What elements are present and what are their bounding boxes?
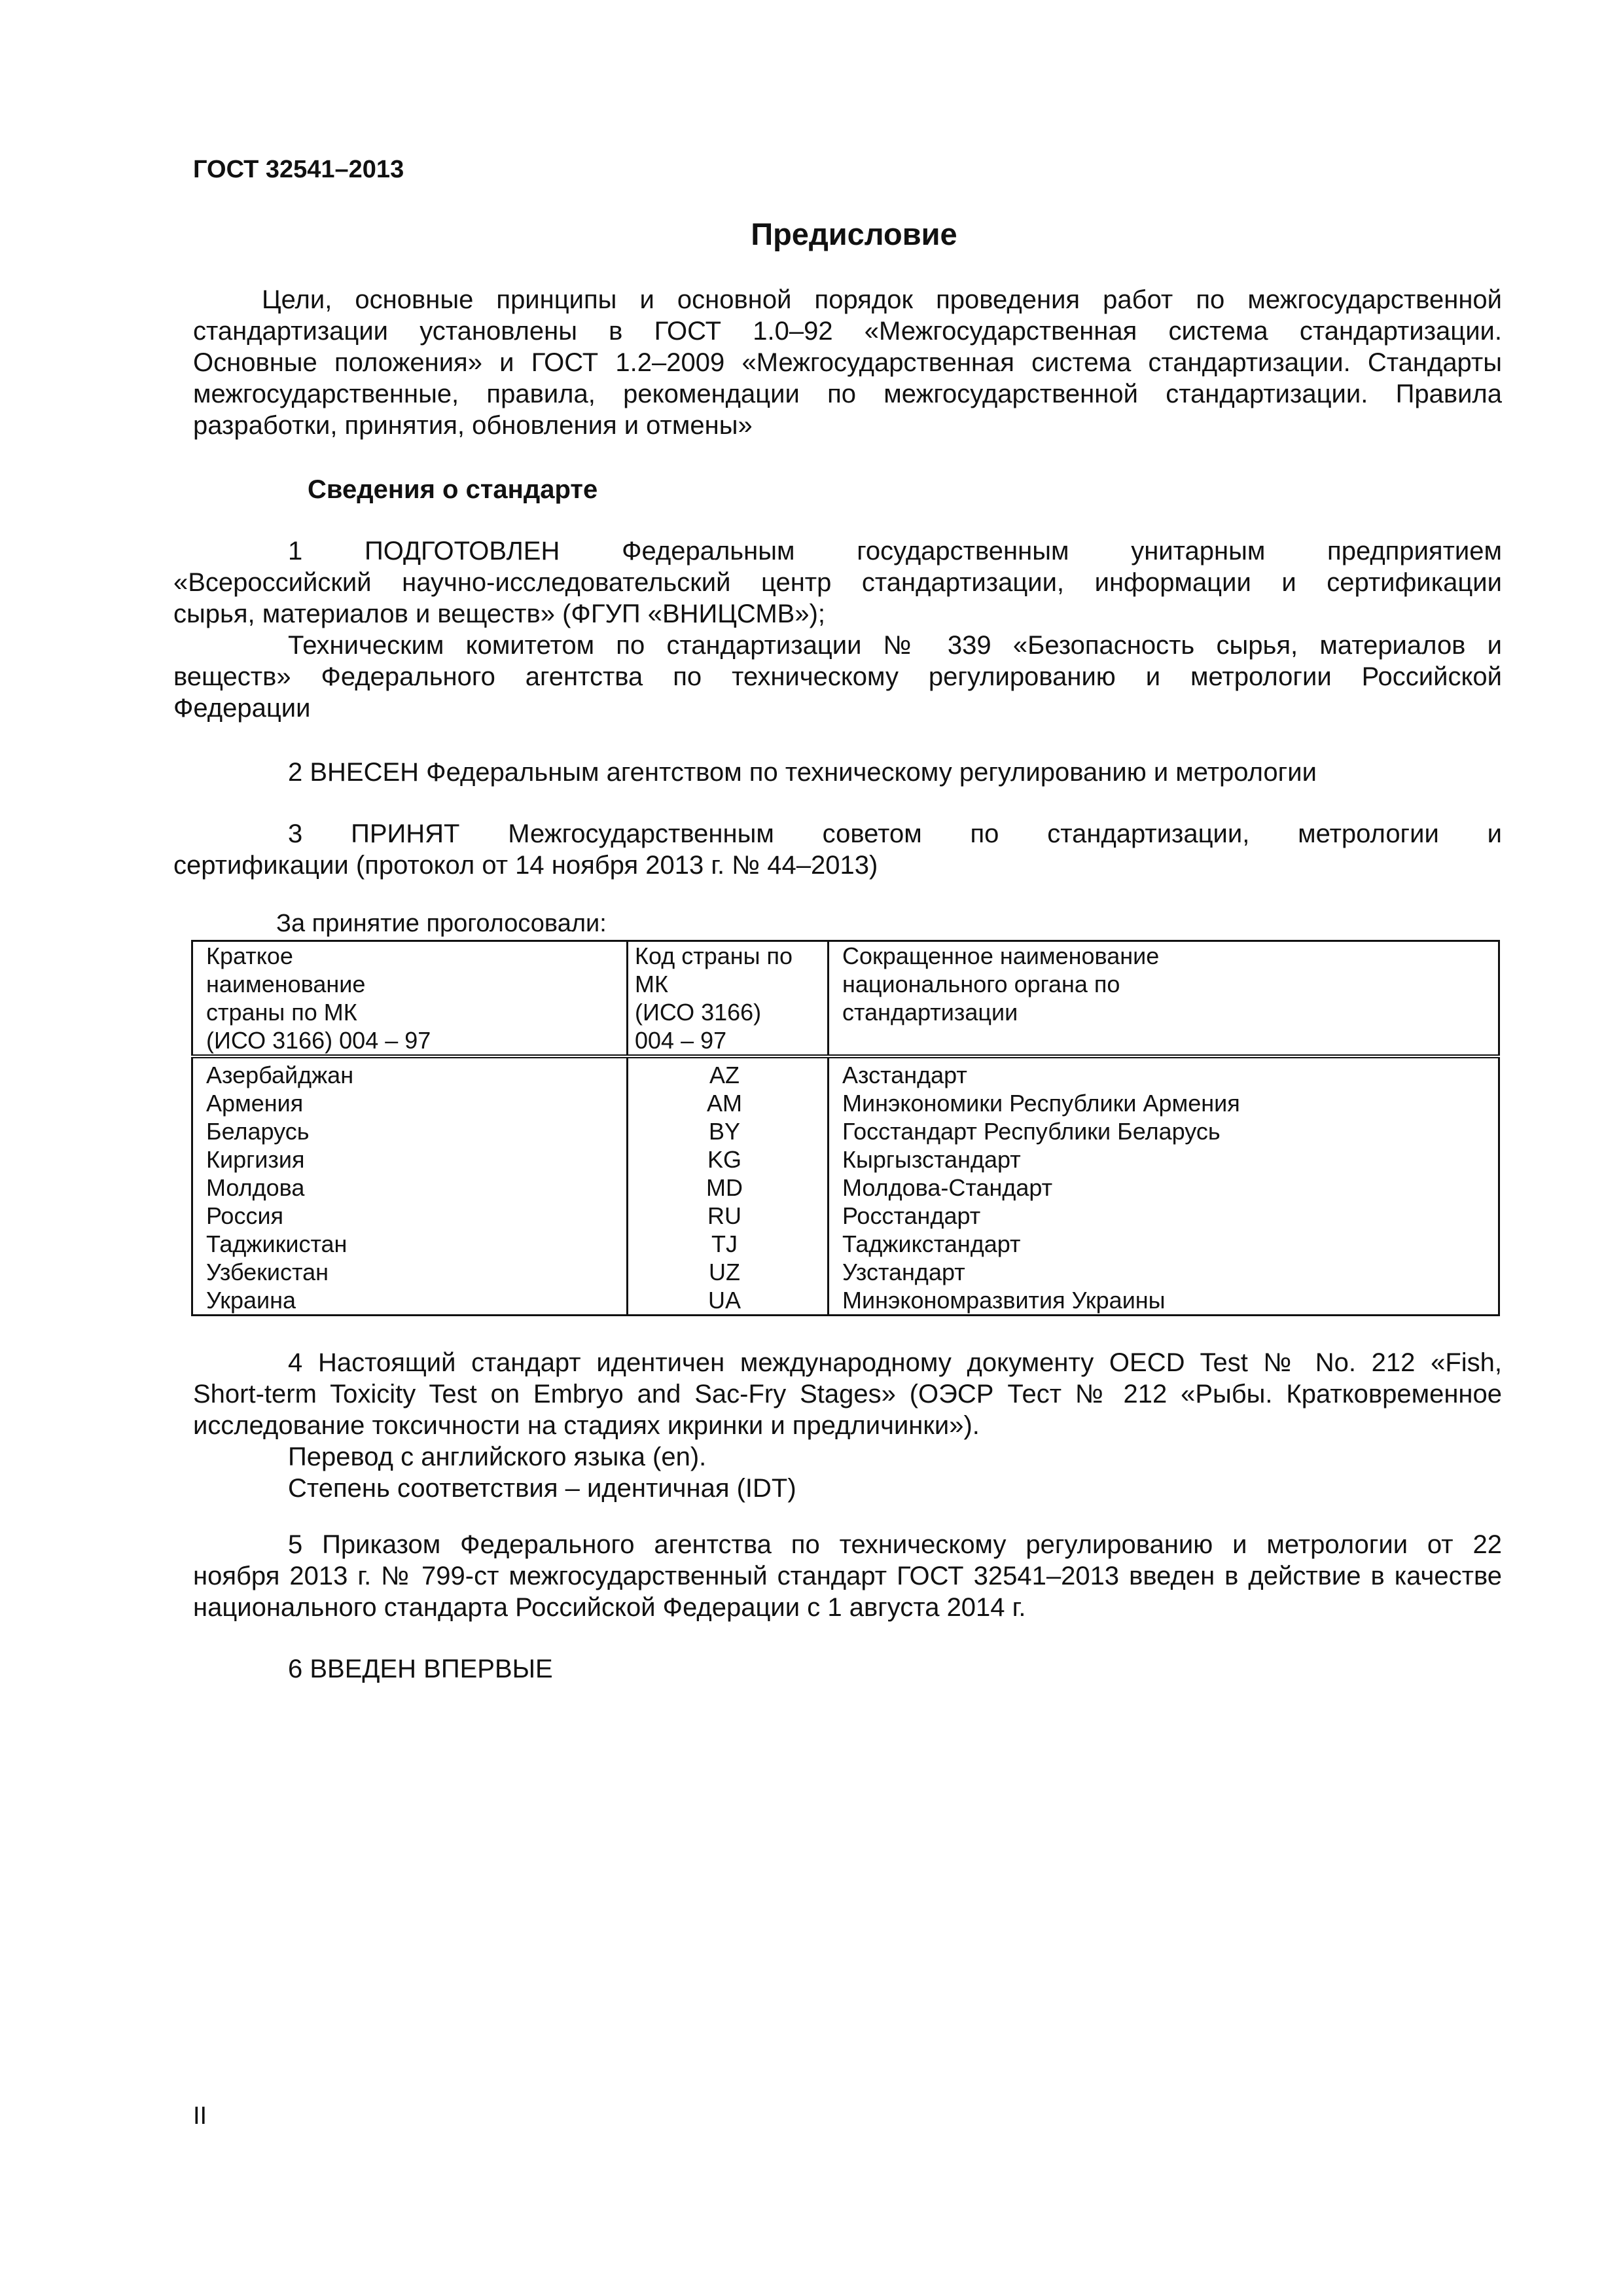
header-line: Сокращенное наименование: [842, 942, 1160, 969]
item-6-line: 6 ВВЕДЕН ВПЕРВЫЕ: [288, 1655, 553, 1683]
table-row: [192, 1202, 1499, 1230]
country-code-cell: AM: [628, 1089, 829, 1117]
header-line: Краткое: [206, 942, 293, 969]
country-name-cell: Украина: [192, 1286, 628, 1316]
item-1-line: Техническим комитетом по стандартизации № 339 «Безопасность сырья, материалов и: [288, 631, 1502, 660]
header-line: страны по МК: [206, 999, 357, 1026]
voting-table: [191, 940, 1500, 1316]
national-body-cell: Росстандарт: [829, 1202, 1499, 1230]
national-body-cell: Азстандарт: [829, 1056, 1499, 1089]
item-4-line: исследование токсичности на стадиях икринки и предличинки»).: [193, 1411, 980, 1440]
country-name-cell: Азербайджан: [192, 1056, 628, 1089]
table-row: [192, 1258, 1499, 1286]
header-line: национального органа по: [842, 971, 1120, 997]
country-code-cell: TJ: [628, 1230, 829, 1258]
country-name-cell: Таджикистан: [192, 1230, 628, 1258]
table-row: [192, 1174, 1499, 1202]
national-body-cell: Узстандарт: [829, 1258, 1499, 1286]
header-line: Код страны по: [635, 942, 793, 969]
item-5-line: ноября 2013 г. № 799-ст межгосударственный стандарт ГОСТ 32541–2013 введен в действие в качестве: [193, 1562, 1502, 1590]
country-name-cell: Молдова: [192, 1174, 628, 1202]
national-body-cell: Минэкономразвития Украины: [829, 1286, 1499, 1316]
country-name-cell: Россия: [192, 1202, 628, 1230]
item-5-line: 5 Приказом Федерального агентства по техническому регулированию и метрологии от 22: [288, 1530, 1502, 1559]
header-line: наименование: [206, 971, 366, 997]
intro-line: Основные положения» и ГОСТ 1.2–2009 «Межгосударственная система стандартизации. Стандарты: [193, 348, 1502, 377]
table-row: [192, 1117, 1499, 1145]
header-line: 004 – 97: [635, 1027, 727, 1054]
table-header-row: [192, 941, 1499, 1057]
table-row: [192, 1056, 1499, 1089]
country-code-cell: RU: [628, 1202, 829, 1230]
header-line: (ИСО 3166): [635, 999, 762, 1026]
item-6-paragraph: [288, 1653, 1505, 1685]
item-4-line: Степень соответствия – идентичная (IDT): [288, 1474, 796, 1503]
page-title: [0, 216, 1623, 252]
item-4-line: Перевод с английского языка (en).: [288, 1443, 707, 1471]
item-3-paragraph: [173, 818, 1502, 881]
national-body-cell: Кыргызстандарт: [829, 1145, 1499, 1174]
header-line: стандартизации: [842, 999, 1018, 1026]
section-subheading: Сведения о стандарте: [308, 475, 598, 504]
country-code-cell: UZ: [628, 1258, 829, 1286]
item-1-line: сырья, материалов и веществ» (ФГУП «ВНИЦСМВ»);: [173, 600, 826, 628]
title-text: Предисловие: [751, 217, 957, 251]
country-code-cell: BY: [628, 1117, 829, 1145]
header-country-code: [628, 941, 829, 1057]
table-row: [192, 1230, 1499, 1258]
item-3-line: 3 ПРИНЯТ Межгосударственным советом по стандартизации, метрологии и: [288, 819, 1502, 848]
item-2-paragraph: [288, 757, 1505, 788]
country-name-cell: Киргизия: [192, 1145, 628, 1174]
item-5-paragraph: [193, 1529, 1502, 1623]
item-1-paragraph: [173, 535, 1502, 724]
country-code-cell: KG: [628, 1145, 829, 1174]
item-1-line: 1 ПОДГОТОВЛЕН Федеральным государственным унитарным предприятием: [288, 537, 1502, 565]
intro-line: стандартизации установлены в ГОСТ 1.0–92 «Межгосударственная система стандартизации.: [193, 317, 1502, 346]
country-code-cell: UA: [628, 1286, 829, 1316]
country-name-cell: Узбекистан: [192, 1258, 628, 1286]
item-4-line: 4 Настоящий стандарт идентичен международному документу OECD Test № No. 212 «Fish,: [288, 1348, 1502, 1377]
intro-line: разработки, принятия, обновления и отмены»: [193, 411, 753, 440]
item-3-line: сертификации (протокол от 14 ноября 2013 г. № 44–2013): [173, 851, 878, 880]
national-body-cell: Госстандарт Республики Беларусь: [829, 1117, 1499, 1145]
header-national-body: [829, 941, 1499, 1057]
table-row: [192, 1089, 1499, 1117]
national-body-cell: Таджикстандарт: [829, 1230, 1499, 1258]
intro-line: Цели, основные принципы и основной порядок проведения работ по межгосударственной: [262, 285, 1502, 314]
intro-line: межгосударственные, правила, рекомендации по межгосударственной стандартизации. Правила: [193, 380, 1502, 408]
country-name-cell: Армения: [192, 1089, 628, 1117]
item-4-paragraph: [193, 1347, 1502, 1504]
item-1-line: Федерации: [173, 694, 311, 723]
document-header: ГОСТ 32541–2013: [193, 156, 404, 183]
header-country-name: [192, 941, 628, 1057]
item-5-line: национального стандарта Российской Федерации с 1 августа 2014 г.: [193, 1593, 1026, 1622]
table-row: [192, 1145, 1499, 1174]
header-line: (ИСО 3166) 004 – 97: [206, 1027, 431, 1054]
item-1-line: веществ» Федерального агентства по техническому регулированию и метрологии Российской: [173, 662, 1502, 691]
national-body-cell: Молдова-Стандарт: [829, 1174, 1499, 1202]
item-4-line: Short-term Toxicity Test on Embryo and Sac-Fry Stages» (ОЭСР Тест № 212 «Рыбы. Кратковременное: [193, 1380, 1502, 1408]
item-1-line: «Всероссийский научно-исследовательский центр стандартизации, информации и сертификации: [173, 568, 1502, 597]
country-code-cell: MD: [628, 1174, 829, 1202]
national-body-cell: Минэкономики Республики Армения: [829, 1089, 1499, 1117]
page-number: II: [193, 2102, 207, 2130]
country-name-cell: Беларусь: [192, 1117, 628, 1145]
table-row: [192, 1286, 1499, 1316]
header-line: МК: [635, 971, 668, 997]
voted-label: За принятие проголосовали:: [276, 910, 607, 937]
intro-paragraph: [193, 284, 1502, 441]
item-2-line: 2 ВНЕСЕН Федеральным агентством по техническому регулированию и метрологии: [288, 758, 1317, 787]
country-code-cell: AZ: [628, 1056, 829, 1089]
